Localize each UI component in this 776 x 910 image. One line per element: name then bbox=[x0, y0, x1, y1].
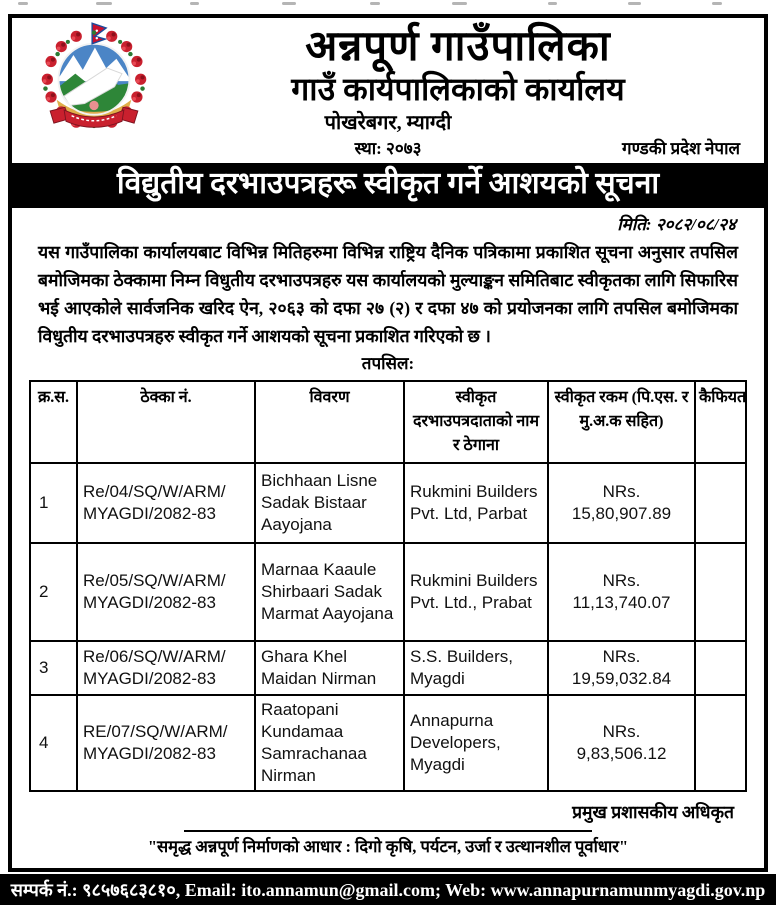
cell-contract-no: Re/​04/​SQ/​W/​ARM/​MYAGDI/​2082-83 bbox=[77, 463, 255, 543]
table-row bbox=[30, 641, 746, 695]
cell-contract-no: Re/​06/​SQ/​W/​ARM/​MYAGDI/​2082-83 bbox=[77, 641, 255, 695]
cell-description: Bichhaan Lisne Sadak Bistaar Aayojana bbox=[255, 463, 404, 543]
cell-sn: 3 bbox=[30, 641, 77, 695]
cell-amount bbox=[548, 695, 695, 791]
notice-title-bar: विद्युतीय दरभाउपत्रहरू स्वीकृत गर्ने आशयको सूचना bbox=[12, 163, 764, 208]
province-label: गण्डकी प्रदेश नेपाल bbox=[622, 139, 740, 158]
col-header-amount: स्वीकृत रकम (पि.एस. र मु.अ.क सहित) bbox=[548, 381, 695, 463]
amount-value: 9,83,506.12 bbox=[576, 744, 667, 763]
established-year: स्था: २०७३ bbox=[354, 139, 422, 158]
cell-description: Ghara Khel Maidan Nirman bbox=[255, 641, 404, 695]
table-row bbox=[30, 543, 746, 641]
cell-bidder: Annapurna Developers, Myagdi bbox=[404, 695, 548, 791]
col-header-description: विवरण bbox=[255, 381, 404, 463]
municipality-name: अन्नपूर्ण गाउँपालिका bbox=[305, 24, 611, 70]
schedule-label: तपसिल: bbox=[361, 354, 415, 373]
table-header-row bbox=[30, 381, 746, 463]
col-header-contract-no: ठेक्का नं. bbox=[77, 381, 255, 463]
cell-contract-no: RE/​07/​SQ/​W/​ARM/​MYAGDI/​2082-83 bbox=[77, 695, 255, 791]
cell-remarks bbox=[695, 463, 746, 543]
cell-sn: 2 bbox=[30, 543, 77, 641]
cell-amount bbox=[548, 463, 695, 543]
col-header-bidder: स्वीकृत दरभाउपत्रदाताको नाम र ठेगाना bbox=[404, 381, 548, 463]
municipality-motto: "समृद्ध अन्नपूर्ण निर्माणको आधार : दिगो कृषि, पर्यटन, उर्जा र उत्थानशील पूर्वाधार" bbox=[147, 837, 629, 856]
notice-date: मिति: २०८२/०८/२४ bbox=[617, 215, 736, 234]
page-top-print-marks bbox=[0, 0, 776, 14]
amount-currency: NRs. bbox=[602, 722, 641, 741]
amount-currency: NRs. bbox=[602, 482, 641, 501]
table-row bbox=[30, 695, 746, 791]
cell-bidder: Rukmini Builders Pvt. Ltd., Prabat bbox=[404, 543, 548, 641]
notice-bordered-frame bbox=[8, 14, 768, 872]
signatory-title: प्रमुख प्रशासकीय अधिकृत bbox=[572, 802, 734, 822]
notice-body-paragraph: यस गाउँपालिका कार्यालयबाट विभिन्न मितिहरुमा विभिन्न राष्ट्रिय दैनिक पत्रिकामा प्रकाशित सूचना अनुसार तपसिल बमोजिमका ठेक्कामा निम्न विधुतीय दरभाउपत्रहरु यस कार्यालयको मुल्याङ्कन समितिबाट स्वीकृतका लागि सिफारिस भई आएकोले सार्वजनिक खरिद ऐन, २०६३ को दफा २७ (२) र दफा ४७ को प्रयोजनका लागि तपसिल बमोजिमका विधुतीय दरभाउपत्रहरु स्वीकृत गर्ने आशयको सूचना प्रकाशित गरिएको छ । bbox=[38, 242, 738, 346]
municipality-emblem-icon bbox=[38, 20, 150, 146]
cell-amount bbox=[548, 543, 695, 641]
col-header-sn: क्र.स. bbox=[30, 381, 77, 463]
letterhead bbox=[12, 18, 764, 160]
amount-currency: NRs. bbox=[602, 571, 641, 590]
establishment-province-row bbox=[12, 138, 764, 160]
amount-value: 15,80,907.89 bbox=[571, 504, 672, 523]
col-header-remarks: कैफियत bbox=[695, 381, 746, 463]
cell-sn: 1 bbox=[30, 463, 77, 543]
cell-description: Marnaa Kaaule Shirbaari Sadak Marmat Aayojana bbox=[255, 543, 404, 641]
cell-remarks bbox=[695, 695, 746, 791]
amount-value: 19,59,032.84 bbox=[571, 669, 672, 688]
signature-divider bbox=[184, 830, 592, 832]
cell-bidder: S.S. Builders, Myagdi bbox=[404, 641, 548, 695]
tender-approval-table bbox=[29, 380, 747, 792]
cell-remarks bbox=[695, 641, 746, 695]
cell-remarks bbox=[695, 543, 746, 641]
office-location: पोखरेबगर, म्याग्दी bbox=[324, 112, 452, 134]
amount-value: 11,13,740.07 bbox=[572, 593, 671, 612]
cell-amount bbox=[548, 641, 695, 695]
office-name: गाउँ कार्यपालिकाको कार्यालय bbox=[291, 71, 625, 107]
cell-bidder: Rukmini Builders Pvt. Ltd, Parbat bbox=[404, 463, 548, 543]
cell-contract-no: Re/​05/​SQ/​W/​ARM/​MYAGDI/​2082-83 bbox=[77, 543, 255, 641]
contact-text: सम्पर्क नं.: ९८५७६८३८१०, Email: ito.annamun@gmail.com; Web: www.annapurnamunmyagdi.gov.np bbox=[10, 879, 766, 900]
contact-info-bar bbox=[0, 874, 776, 905]
cell-description: Raatopani Kundamaa Samrachanaa Nirman bbox=[255, 695, 404, 791]
cell-sn: 4 bbox=[30, 695, 77, 791]
amount-currency: NRs. bbox=[602, 647, 641, 666]
table-row bbox=[30, 463, 746, 543]
